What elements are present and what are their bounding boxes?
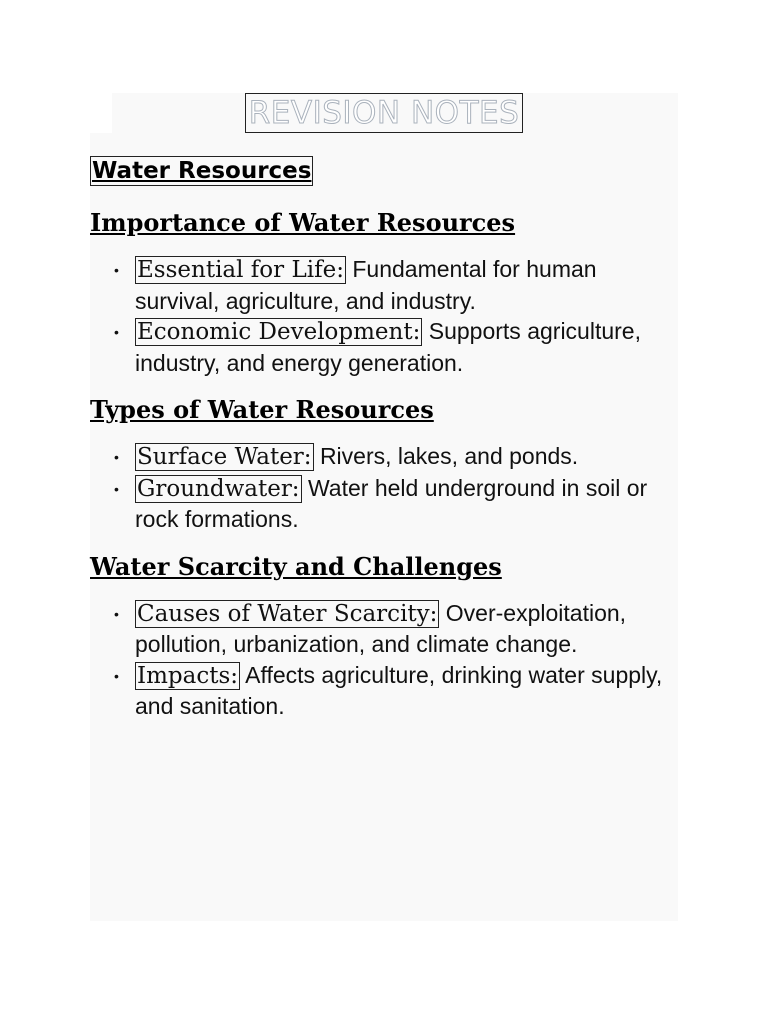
item-text: Water held underground in soil or rock formations. — [135, 474, 648, 532]
term-label: Causes of Water Scarcity: — [137, 600, 438, 627]
list-item — [90, 441, 678, 473]
term-label: Economic Development: — [137, 319, 421, 345]
bullet-icon: • — [114, 449, 119, 465]
bullet-icon: • — [114, 605, 119, 622]
term-label: Surface Water: — [137, 444, 312, 470]
doc-heading: Water Resources — [92, 158, 312, 184]
section-heading: Importance of Water Resources — [90, 208, 516, 237]
list-item — [90, 473, 678, 535]
bullet-icon: • — [114, 324, 119, 340]
list-item — [90, 598, 678, 660]
bullet-list — [90, 598, 678, 722]
list-item — [90, 254, 678, 316]
bullet-list — [90, 254, 678, 378]
list-item — [90, 316, 678, 378]
section-scarcity — [90, 552, 678, 722]
section-heading: Water Scarcity and Challenges — [90, 551, 502, 581]
bullet-icon: • — [114, 262, 119, 278]
item-text: Fundamental for human survival, agriculture, and industry. — [135, 256, 597, 314]
item-text: Affects agriculture, drinking water supply, and sanitation. — [135, 661, 663, 719]
item-text: Supports agriculture, industry, and energy generation. — [135, 318, 641, 376]
doc-heading-wrap — [90, 133, 678, 186]
bullet-list — [90, 441, 678, 535]
content — [90, 93, 678, 722]
term-label: Impacts: — [137, 662, 239, 689]
bullet-icon: • — [114, 480, 119, 497]
title-wrap — [90, 93, 678, 133]
item-text: Over-exploitation, pollution, urbanization, and climate change. — [135, 599, 627, 657]
bullet-icon: • — [114, 667, 119, 684]
item-text: Rivers, lakes, and ponds. — [319, 443, 579, 469]
term-label: Groundwater: — [137, 475, 300, 502]
section-types — [90, 395, 678, 535]
page-title: REVISION NOTES — [245, 93, 524, 133]
term-label: Essential for Life: — [137, 257, 344, 283]
list-item — [90, 660, 678, 722]
section-heading: Types of Water Resources — [90, 395, 434, 424]
section-importance — [90, 208, 678, 378]
